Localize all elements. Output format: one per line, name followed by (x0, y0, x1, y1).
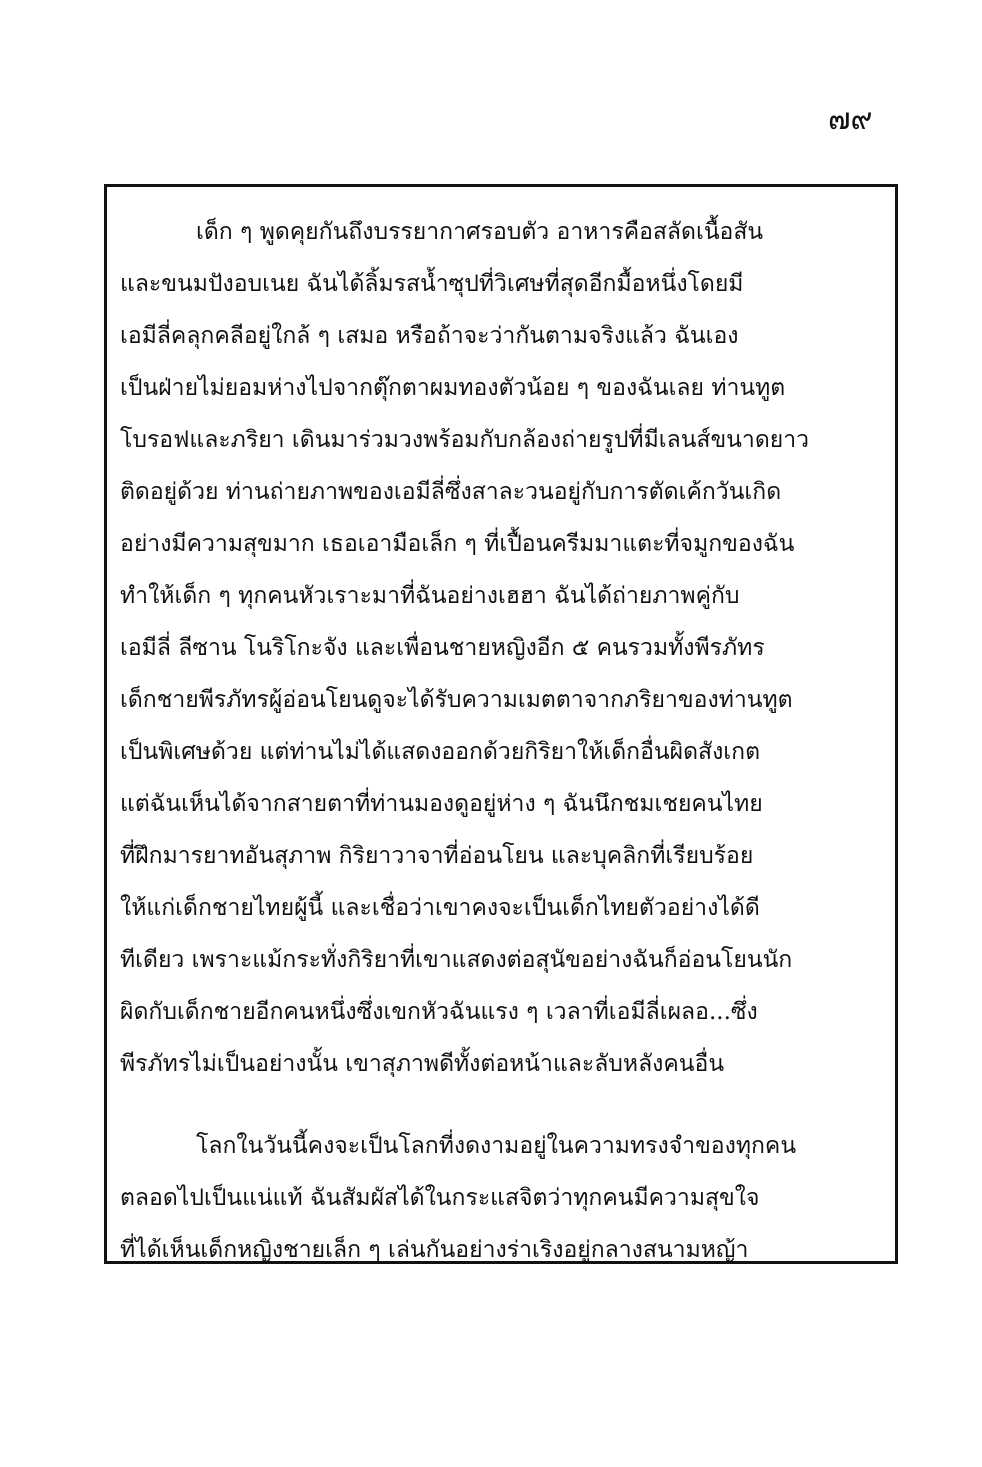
text-line: เอมีลี่ ลีซาน โนริโกะจัง และเพื่อนชายหญิงอีก ๕ คนรวมทั้งพีรภัทร (120, 635, 765, 661)
paragraph-1 (120, 206, 888, 1090)
text-line: ตลอดไปเป็นแน่แท้ ฉันสัมผัสได้ในกระแสจิตว่าทุกคนมีความสุขใจ (120, 1185, 760, 1211)
text-line: เป็นฝ่ายไม่ยอมห่างไปจากตุ๊กตาผมทองตัวน้อย ๆ ของฉันเลย ท่านทูต (120, 375, 786, 401)
text-line: เอมีลี่คลุกคลีอยู่ใกล้ ๆ เสมอ หรือถ้าจะว่ากันตามจริงแล้ว ฉันเอง (120, 323, 739, 349)
paragraph-spacer (120, 1090, 888, 1120)
text-line: และขนมปังอบเนย ฉันได้ลิ้มรสน้ำซุปที่วิเศษที่สุดอีกมื้อหนึ่งโดยมี (120, 271, 744, 297)
text-line: ทีเดียว เพราะแม้กระทั่งกิริยาที่เขาแสดงต่อสุนัขอย่างฉันก็อ่อนโยนนัก (120, 947, 793, 973)
text-line: โบรอฟและภริยา เดินมาร่วมวงพร้อมกับกล้องถ่ายรูปที่มีเลนส์ขนาดยาว (120, 427, 810, 453)
text-line: แต่ฉันเห็นได้จากสายตาที่ท่านมองดูอยู่ห่าง ๆ ฉันนึกชมเชยคนไทย (120, 791, 763, 817)
text-line: ให้แก่เด็กชายไทยผู้นี้ และเชื่อว่าเขาคงจะเป็นเด็กไทยตัวอย่างได้ดี (120, 895, 760, 921)
text-line: ผิดกับเด็กชายอีกคนหนึ่งซึ่งเขกหัวฉันแรง ๆ เวลาที่เอมีลี่เผลอ...ซึ่ง (120, 999, 758, 1025)
text-line: เป็นพิเศษด้วย แต่ท่านไม่ได้แสดงออกด้วยกิริยาให้เด็กอื่นผิดสังเกต (120, 739, 761, 765)
text-line: ทำให้เด็ก ๆ ทุกคนหัวเราะมาที่ฉันอย่างเฮฮา ฉันได้ถ่ายภาพคู่กับ (120, 583, 740, 609)
text-line: เด็กชายพีรภัทรผู้อ่อนโยนดูจะได้รับความเมตตาจากภริยาของท่านทูต (120, 687, 793, 713)
paragraph-2 (120, 1120, 888, 1276)
body-text (120, 206, 888, 1276)
text-line: เด็ก ๆ พูดคุยกันถึงบรรยากาศรอบตัว อาหารคือสลัดเนื้อสัน (196, 219, 764, 245)
text-line: โลกในวันนี้คงจะเป็นโลกที่งดงามอยู่ในความทรงจำของทุกคน (196, 1133, 797, 1159)
text-line: ที่ได้เห็นเด็กหญิงชายเล็ก ๆ เล่นกันอย่างร่าเริงอยู่กลางสนามหญ้า (120, 1237, 749, 1263)
page-number: ๗๙ (828, 102, 873, 137)
text-line: พีรภัทรไม่เป็นอย่างนั้น เขาสุภาพดีทั้งต่อหน้าและลับหลังคนอื่น (120, 1051, 725, 1077)
text-line: ที่ฝึกมารยาทอันสุภาพ กิริยาวาจาที่อ่อนโยน และบุคลิกที่เรียบร้อย (120, 843, 754, 869)
text-line: อย่างมีความสุขมาก เธอเอามือเล็ก ๆ ที่เปื้อนครีมมาแตะที่จมูกของฉัน (120, 531, 795, 557)
text-line: ติดอยู่ด้วย ท่านถ่ายภาพของเอมีลี่ซึ่งสาละวนอยู่กับการตัดเค้กวันเกิด (120, 479, 782, 505)
